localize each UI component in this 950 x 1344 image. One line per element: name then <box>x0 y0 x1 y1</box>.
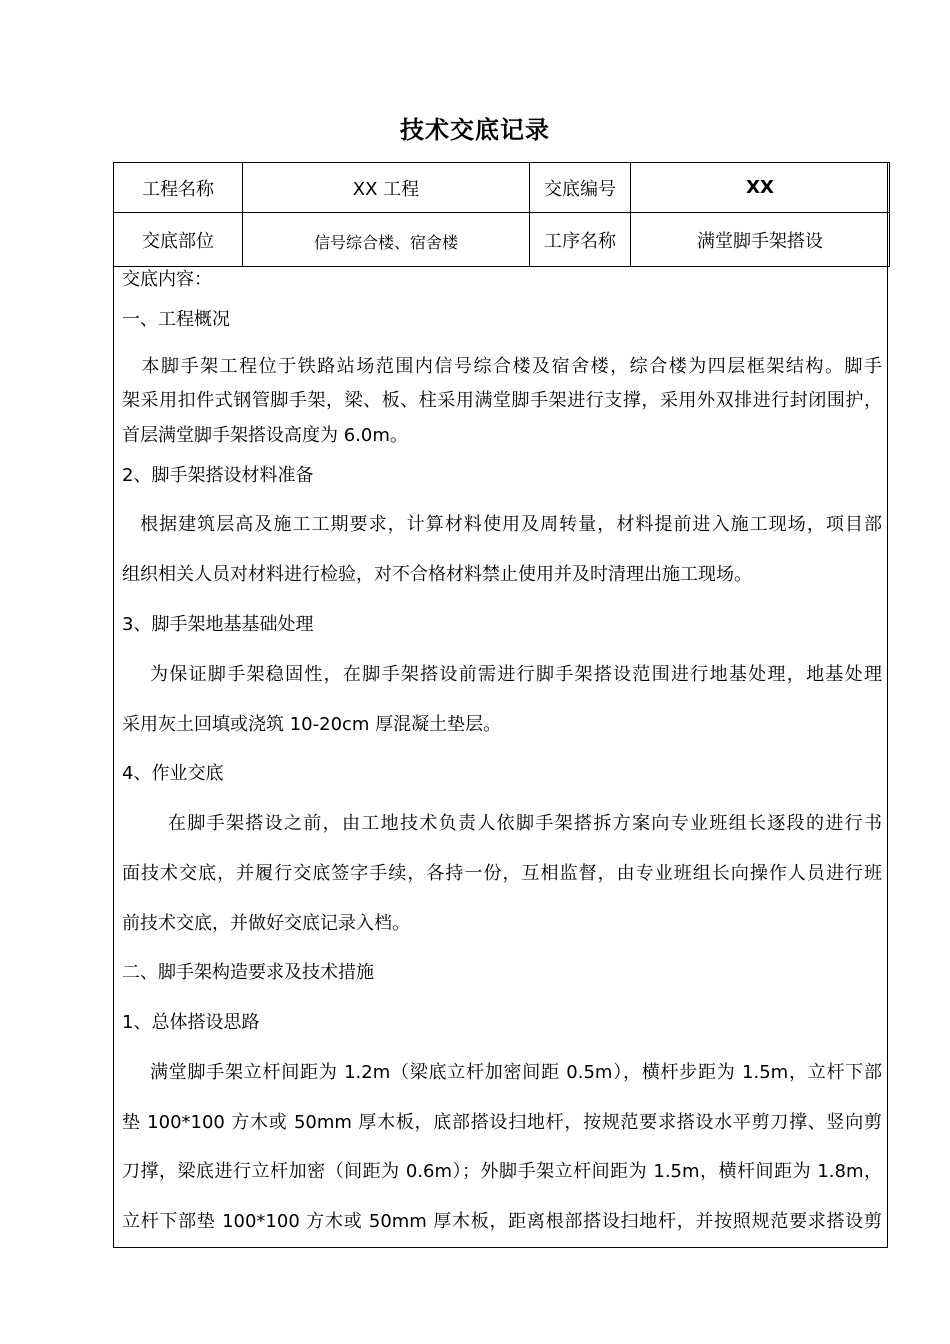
header-row-2 <box>114 213 890 267</box>
paragraph-line: 在脚手架搭设之前，由工地技术负责人依脚手架搭拆方案向专业班组长逐段的进行书 <box>168 813 882 834</box>
process-label: 工序名称 <box>530 213 631 267</box>
section-heading: 1、总体搭设思路 <box>122 1012 260 1033</box>
document-title: 技术交底记录 <box>400 116 550 144</box>
paragraph-line: 根据建筑层高及施工工期要求，计算材料使用及周转量，材料提前进入施工现场，项目部 <box>140 514 882 535</box>
header-row-1 <box>114 163 890 213</box>
paragraph-line: 垫 100*100 方木或 50mm 厚木板，底部搭设扫地杆，按规范要求搭设水平剪刀撑、竖向剪 <box>122 1112 882 1133</box>
code-value: XX <box>631 163 890 213</box>
paragraph-line: 满堂脚手架立杆间距为 1.2m（梁底立杆加密间距 0.5m），横杆步距为 1.5m，立杆下部 <box>150 1062 882 1083</box>
paragraph-line: 面技术交底，并履行交底签字手续，各持一份，互相监督，由专业班组长向操作人员进行班 <box>122 863 882 884</box>
section-heading: 2、脚手架搭设材料准备 <box>122 465 314 486</box>
process-value: 满堂脚手架搭设 <box>631 213 890 267</box>
paragraph-line: 组织相关人员对材料进行检验，对不合格材料禁止使用并及时清理出施工现场。 <box>122 564 752 585</box>
project-name-value: XX 工程 <box>243 163 530 213</box>
paragraph-line: 架采用扣件式钢管脚手架，梁、板、柱采用满堂脚手架进行支撑，采用外双排进行封闭围护， <box>122 390 882 411</box>
paragraph-line: 立杆下部垫 100*100 方木或 50mm 厚木板，距离根部搭设扫地杆，并按照规范要求搭设剪 <box>122 1211 882 1232</box>
section-heading: 二、脚手架构造要求及技术措施 <box>122 962 374 983</box>
section-heading: 一、工程概况 <box>122 309 230 330</box>
part-label: 交底部位 <box>114 213 243 267</box>
paragraph-line: 首层满堂脚手架搭设高度为 6.0m。 <box>122 425 408 446</box>
paragraph-line: 为保证脚手架稳固性，在脚手架搭设前需进行脚手架搭设范围进行地基处理，地基处理 <box>150 664 882 685</box>
paragraph-line: 刀撑，梁底进行立杆加密（间距为 0.6m）；外脚手架立杆间距为 1.5m，横杆间距为 1.8m， <box>122 1161 882 1182</box>
content-heading: 交底内容： <box>122 269 212 290</box>
paragraph-line: 采用灰土回填或浇筑 10-20cm 厚混凝土垫层。 <box>122 714 502 735</box>
section-heading: 4、作业交底 <box>122 763 224 784</box>
part-value: 信号综合楼、宿舍楼 <box>243 213 530 267</box>
paragraph-line: 本脚手架工程位于铁路站场范围内信号综合楼及宿舍楼，综合楼为四层框架结构。脚手 <box>122 356 882 377</box>
section-heading: 3、脚手架地基基础处理 <box>122 614 314 635</box>
code-label: 交底编号 <box>530 163 631 213</box>
header-table <box>113 162 890 267</box>
paragraph-line: 前技术交底，并做好交底记录入档。 <box>122 913 410 934</box>
project-name-label: 工程名称 <box>114 163 243 213</box>
